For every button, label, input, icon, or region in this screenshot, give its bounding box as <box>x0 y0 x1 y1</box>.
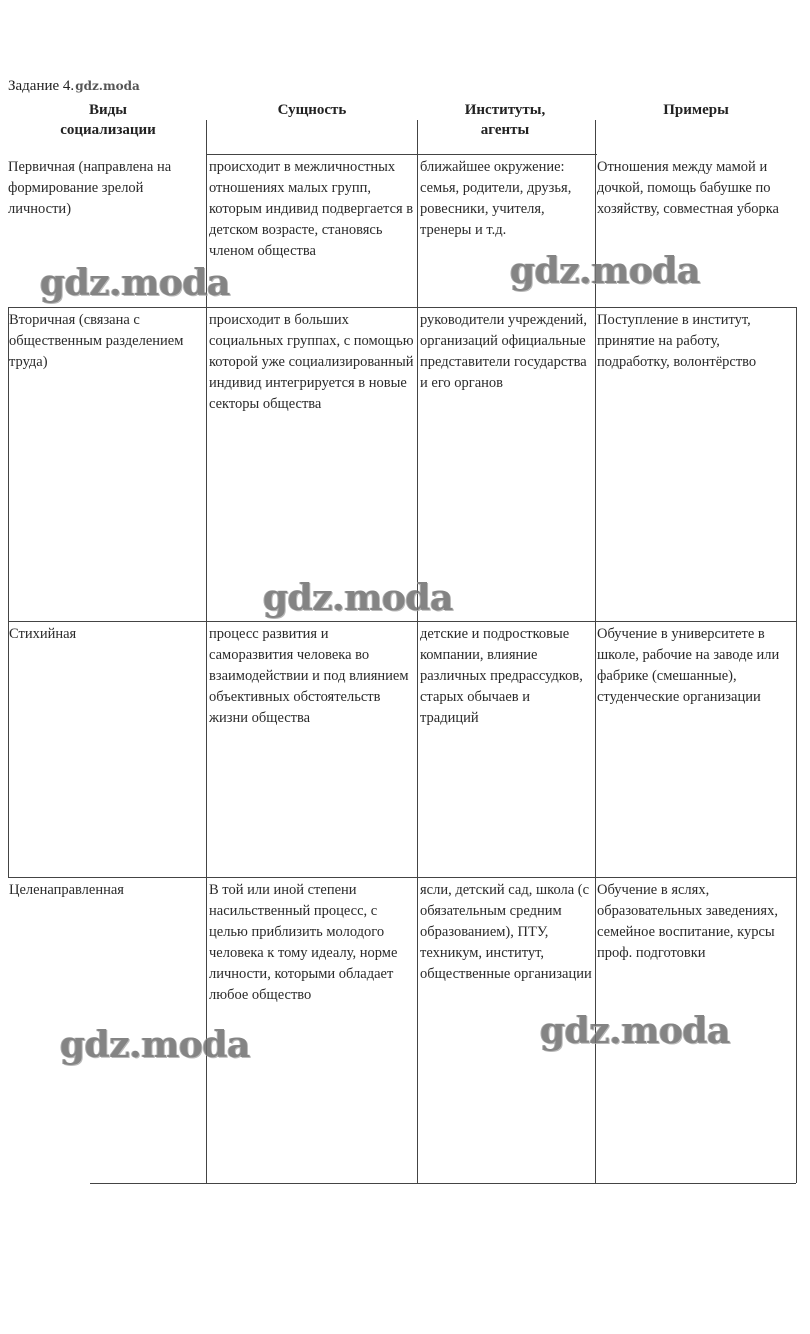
row4-essence: В той или иной степени насильственный процесс, с целью приблизить молодого человека к тому идеалу, норме личности, которыми обладает любое общество <box>209 882 398 1003</box>
watermark: gdz.moda <box>263 577 453 619</box>
header-examples: Примеры <box>663 102 729 118</box>
row1-essence: происходит в межличностных отношениях малых групп, которым индивид подвергается в детском возрасте, становясь членом общества <box>209 159 414 259</box>
header-types: Виды социализации <box>60 102 156 138</box>
row4-institutions: ясли, детский сад, школа (с обязательным средним образованием), ПТУ, техникум, институт, общественные организации <box>420 882 592 982</box>
watermark: gdz.moda <box>60 1024 250 1066</box>
row2-type: Вторичная (связана с общественным разделением труда) <box>9 312 184 370</box>
watermark: gdz.moda <box>40 262 230 304</box>
row2-essence: происходит в больших социальных группах, с помощью которой уже социализированный индивид интегрируется в новые секторы общества <box>209 312 414 412</box>
header-essence: Сущность <box>277 102 347 118</box>
row3-examples: Обучение в университете в школе, рабочие на заводе или фабрике (смешанные), студенческие организации <box>597 626 780 705</box>
watermark: gdz.moda <box>540 1010 730 1052</box>
row1-institutions: ближайшее окружение: семья, родители, друзья, ровесники, учителя, тренеры и т.д. <box>420 159 572 238</box>
row2-institutions: руководители учреждений, организаций официальные представители государства и его органов <box>420 312 587 391</box>
row3-institutions: детские и подростковые компании, влияние различных предрассудков, старых обычаев и традиций <box>420 626 583 726</box>
row2-examples: Поступление в институт, принятие на работу, подработку, волонтёрство <box>597 312 757 370</box>
col-rule-2 <box>417 120 418 1183</box>
task-title <box>8 78 140 95</box>
table-right-rule <box>796 307 797 1183</box>
row4-examples: Обучение в яслях, образовательных заведениях, семейное воспитание, курсы проф. подготовки <box>597 882 778 961</box>
table-bottom-rule <box>90 1183 796 1184</box>
header-rule <box>206 154 597 155</box>
row1-type: Первичная (направлена на формирование зрелой личности) <box>8 159 172 217</box>
row1-examples: Отношения между мамой и дочкой, помощь бабушке по хозяйству, совместная уборка <box>597 159 779 217</box>
row3-essence: процесс развития и саморазвития человека во взаимодействии и под влиянием объективных обстоятельств жизни общества <box>209 626 409 726</box>
table-left-rule <box>8 307 9 877</box>
row-rule-2 <box>8 621 797 622</box>
row4-type: Целенаправленная <box>9 882 124 898</box>
row-rule-1 <box>8 307 797 308</box>
row3-type: Стихийная <box>9 626 77 642</box>
watermark: gdz.moda <box>510 250 700 292</box>
row-rule-3 <box>8 877 797 878</box>
watermark-small: gdz.moda <box>75 79 140 93</box>
task-label: Задание 4. <box>8 78 75 94</box>
header-institutions: Институты, агенты <box>464 102 546 138</box>
